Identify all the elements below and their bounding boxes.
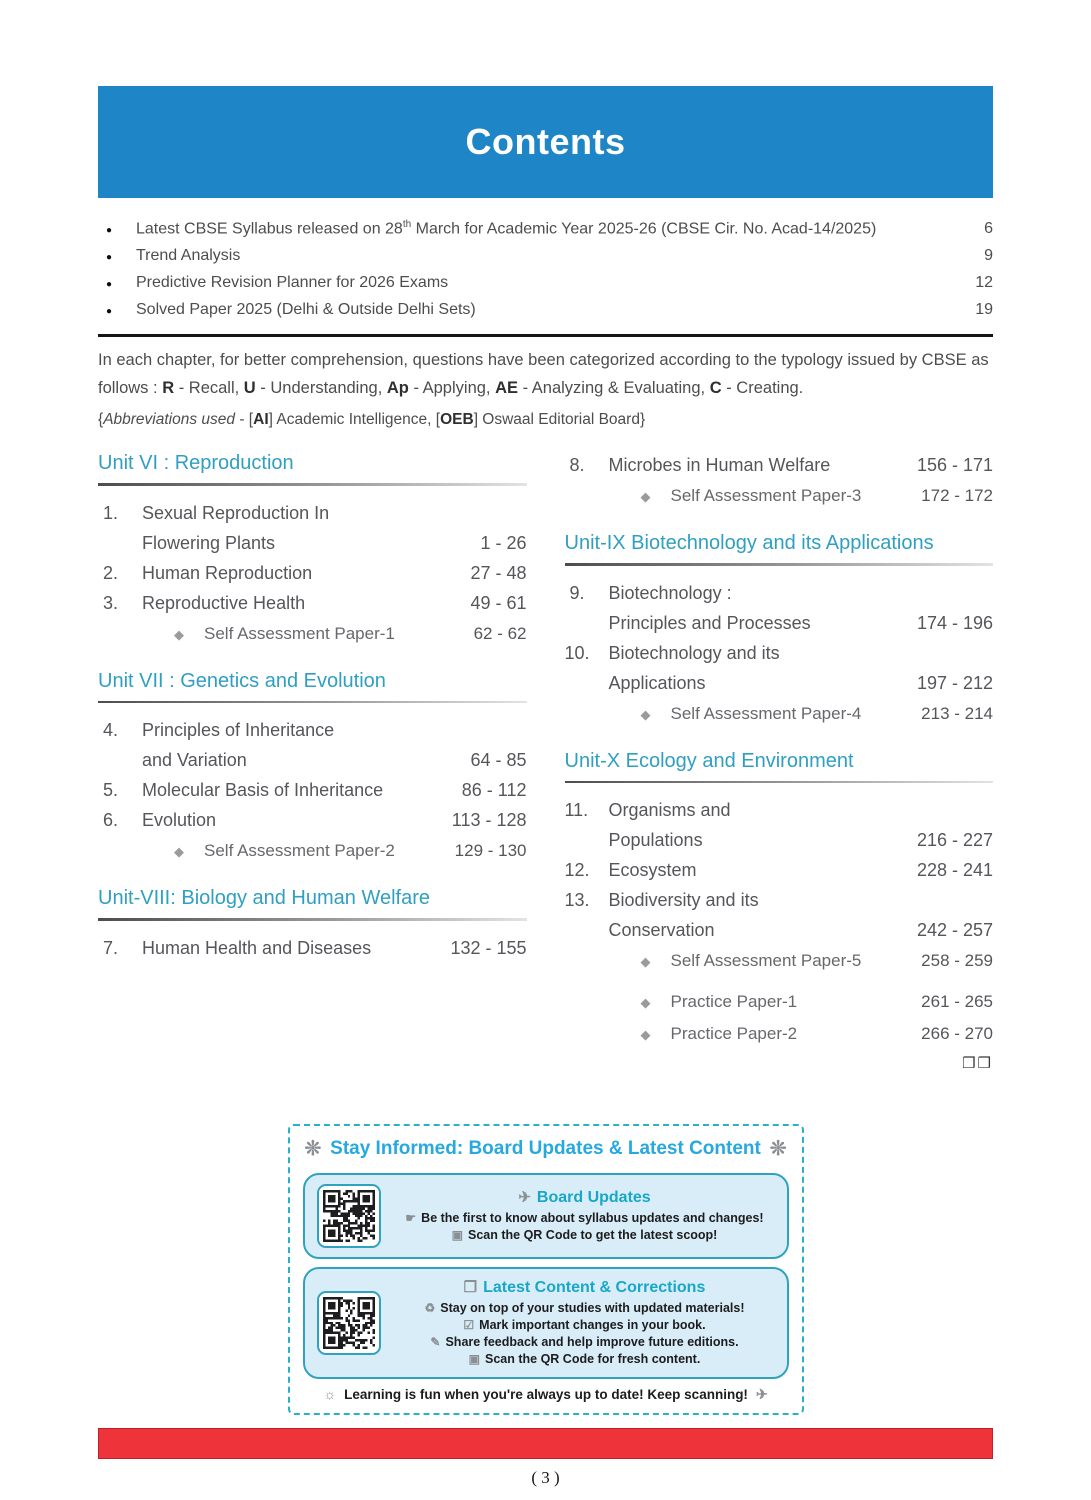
chapter-pages: 132 - 155 [450, 937, 527, 958]
info-card-line [395, 1210, 775, 1227]
toc-right-column [565, 450, 994, 1072]
chapter-title: Human Reproduction [142, 562, 313, 583]
chapter-row [98, 558, 527, 588]
qr-code [317, 1291, 381, 1355]
front-matter-page: 6 [984, 220, 993, 238]
unit-underline [98, 701, 527, 704]
diamond-icon: ◆ [640, 954, 651, 970]
chapter-number: 12. [564, 860, 590, 881]
chapter-pages: 197 - 212 [916, 672, 993, 693]
chapter-title: Evolution [142, 810, 217, 831]
info-card-line-text: Mark important changes in your book. [479, 1318, 706, 1333]
chapter-row [565, 450, 994, 480]
info-card-line-text: Scan the QR Code to get the latest scoop! [468, 1228, 718, 1243]
unit-underline [98, 918, 527, 921]
chapter-pages: 113 - 128 [451, 810, 527, 831]
bulb-icon: ☼ [323, 1386, 337, 1403]
rocket-icon: ✈ [518, 1189, 531, 1207]
chapter-number: 5. [102, 780, 118, 801]
front-matter-page: 19 [975, 301, 993, 319]
chapter-number: 13. [564, 890, 590, 911]
chapter-pages: 228 - 241 [916, 860, 993, 881]
bullet-icon: ● [106, 225, 113, 237]
chapter-title: Microbes in Human Welfare [608, 455, 831, 476]
tagline [303, 1386, 789, 1403]
chapter-pages: 156 - 171 [916, 455, 993, 476]
front-matter-label: Solved Paper 2025 (Delhi & Outside Delhi Sets) [136, 301, 476, 319]
paper-pages: 258 - 259 [921, 951, 993, 971]
chapter-row [565, 885, 994, 945]
chapter-number: 7. [102, 937, 118, 958]
party-popper-icon: ❊ [769, 1138, 787, 1161]
bullet-icon: ● [106, 279, 113, 291]
front-matter-label: Trend Analysis [136, 247, 241, 265]
party-popper-icon: ❊ [304, 1138, 322, 1161]
front-matter-label: Latest CBSE Syllabus released on 28th March for Academic Year 2025-26 (CBSE Cir. No. Acad-14/2025) [136, 219, 877, 238]
info-card-line [395, 1300, 775, 1317]
info-card-line-text: Scan the QR Code for fresh content. [485, 1352, 701, 1367]
info-card [303, 1267, 789, 1379]
unit-heading: Unit-VIII: Biology and Human Welfare [98, 887, 431, 910]
page-title: Contents [465, 121, 626, 162]
front-matter-list [98, 212, 993, 324]
rocket-icon: ✈ [755, 1386, 768, 1403]
info-card-heading [395, 1278, 775, 1297]
qr-scan-icon: ▣ [468, 1352, 481, 1367]
megaphone-icon: ☛ [405, 1211, 417, 1226]
chapter-title: Biodiversity and its Conservation [608, 890, 759, 941]
diamond-icon: ◆ [640, 995, 651, 1011]
qr-scan-icon: ▣ [451, 1228, 463, 1243]
paper-pages: 261 - 265 [921, 992, 993, 1012]
paper-title: Practice Paper-1 [670, 992, 798, 1012]
chapter-pages: 174 - 196 [916, 612, 993, 633]
chapter-number: 9. [569, 582, 585, 603]
chapter-title: Principles of Inheritance and Variation [142, 720, 335, 771]
stay-informed-box [288, 1124, 804, 1415]
pencil-icon: ✎ [430, 1335, 441, 1350]
chapter-number: 3. [102, 592, 118, 613]
paper-title: Self Assessment Paper-5 [670, 951, 862, 971]
chapter-row [98, 775, 527, 805]
chapter-title: Ecosystem [608, 860, 697, 881]
front-matter-item [98, 212, 993, 243]
chapter-row [98, 933, 527, 963]
paper-pages: 172 - 172 [921, 486, 993, 506]
unit-underline [98, 483, 527, 486]
diamond-icon: ◆ [174, 844, 184, 860]
table-of-contents [98, 450, 993, 1072]
chapter-pages: 1 - 26 [480, 532, 527, 553]
paper-pages: 213 - 214 [921, 703, 993, 723]
info-card-heading-label: Board Updates [536, 1189, 651, 1207]
assessment-paper-row [565, 698, 994, 730]
front-matter-page: 12 [975, 274, 993, 292]
contents-header-band [98, 86, 993, 198]
info-card-line [395, 1351, 775, 1368]
front-matter-page: 9 [984, 247, 993, 265]
toc-left-column [98, 450, 527, 1072]
chapter-pages: 64 - 85 [470, 750, 527, 771]
unit-underline [565, 563, 994, 566]
paper-pages: 62 - 62 [473, 623, 527, 643]
info-card-line [395, 1227, 775, 1244]
qr-code [317, 1184, 381, 1248]
diamond-icon: ◆ [174, 626, 184, 642]
assessment-paper-row [565, 945, 994, 977]
paper-pages: 129 - 130 [454, 841, 527, 861]
diamond-icon: ◆ [640, 1027, 651, 1043]
chapter-number: 8. [569, 455, 585, 476]
chapter-row [565, 795, 994, 855]
chapter-pages: 27 - 48 [470, 562, 527, 583]
info-card-heading [395, 1188, 775, 1207]
typology-note: In each chapter, for better comprehension, questions have been categorized according to the typology issued by CBSE as follows : R - Recall, U - Understanding, Ap - Applying, AE - Analyzing & Evaluating, C - Creating. [98, 351, 989, 398]
chapter-row [565, 638, 994, 698]
books-icon: ❐ [463, 1279, 478, 1297]
paper-title: Self Assessment Paper-1 [204, 623, 395, 643]
chapter-pages: 216 - 227 [916, 830, 993, 851]
info-card-heading-label: Latest Content & Corrections [483, 1279, 706, 1297]
chapter-title: Biotechnology and its Applications [608, 642, 780, 693]
front-matter-item [98, 297, 993, 324]
front-matter-label: Predictive Revision Planner for 2026 Exams [136, 274, 449, 292]
chapter-number: 11. [564, 800, 589, 821]
chapter-number: 2. [102, 562, 118, 583]
front-matter-item [98, 243, 993, 270]
chapter-title: Reproductive Health [142, 592, 306, 613]
chapter-row [98, 588, 527, 618]
assessment-paper-row [565, 1018, 994, 1050]
end-of-contents-mark: ❒❒ [962, 1055, 993, 1073]
chapter-title: Organisms and Populations [608, 800, 731, 851]
chapter-title: Human Health and Diseases [142, 937, 372, 958]
page-number: ( 3 ) [531, 1468, 560, 1488]
unit-underline [565, 781, 994, 784]
abbreviations-note: {Abbreviations used - [AI] Academic Intelligence, [OEB] Oswaal Editorial Board} [98, 411, 646, 429]
chapter-title: Molecular Basis of Inheritance [142, 780, 384, 801]
info-card-line-text: Stay on top of your studies with updated materials! [440, 1301, 745, 1316]
divider-line [98, 334, 993, 337]
chapter-number: 6. [102, 810, 118, 831]
assessment-paper-row [98, 835, 527, 867]
chapter-title: Sexual Reproduction In Flowering Plants [142, 502, 330, 553]
assessment-paper-row [98, 618, 527, 650]
chapter-pages: 242 - 257 [916, 920, 993, 941]
footer-red-bar [98, 1428, 993, 1459]
stay-informed-title: Stay Informed: Board Updates & Latest Content [330, 1137, 761, 1159]
chapter-row [565, 578, 994, 638]
diamond-icon: ◆ [640, 489, 651, 505]
chapter-title: Biotechnology : Principles and Processes [608, 582, 811, 633]
unit-heading: Unit VII : Genetics and Evolution [98, 669, 386, 692]
info-card-line-text: Be the first to know about syllabus updates and changes! [421, 1211, 764, 1226]
info-card-text [395, 1278, 775, 1368]
chapter-row [98, 805, 527, 835]
info-card-line [395, 1317, 775, 1334]
info-card [303, 1173, 789, 1259]
unit-heading: Unit VI : Reproduction [98, 452, 294, 475]
paper-title: Practice Paper-2 [670, 1024, 798, 1044]
chapter-pages: 49 - 61 [470, 592, 527, 613]
bullet-icon: ● [106, 306, 113, 318]
bullet-icon: ● [106, 252, 113, 264]
info-card-line [395, 1334, 775, 1351]
chapter-number: 1. [102, 502, 118, 523]
diamond-icon: ◆ [640, 706, 651, 722]
chapter-number: 10. [564, 642, 590, 663]
assessment-paper-row [565, 480, 994, 512]
paper-title: Self Assessment Paper-3 [670, 486, 862, 506]
chapter-row [98, 715, 527, 775]
checkbox-icon: ☑ [463, 1318, 475, 1333]
chapter-number: 4. [102, 720, 118, 741]
assessment-paper-row [565, 986, 994, 1018]
chapter-row [98, 498, 527, 558]
info-card-line-text: Share feedback and help improve future editions. [445, 1335, 739, 1350]
stay-informed-title-row [303, 1134, 789, 1165]
info-card-text [395, 1188, 775, 1244]
chapter-row [565, 855, 994, 885]
tagline-text: Learning is fun when you're always up to date! Keep scanning! [344, 1387, 748, 1403]
info-cards [303, 1173, 789, 1379]
unit-heading: Unit-IX Biotechnology and its Applications [564, 532, 934, 555]
paper-title: Self Assessment Paper-2 [204, 841, 395, 861]
front-matter-item [98, 270, 993, 297]
chapter-pages: 86 - 112 [461, 780, 527, 801]
paper-title: Self Assessment Paper-4 [670, 703, 862, 723]
refresh-icon: ♻ [424, 1301, 436, 1316]
paper-pages: 266 - 270 [921, 1024, 993, 1044]
unit-heading: Unit-X Ecology and Environment [564, 749, 854, 772]
